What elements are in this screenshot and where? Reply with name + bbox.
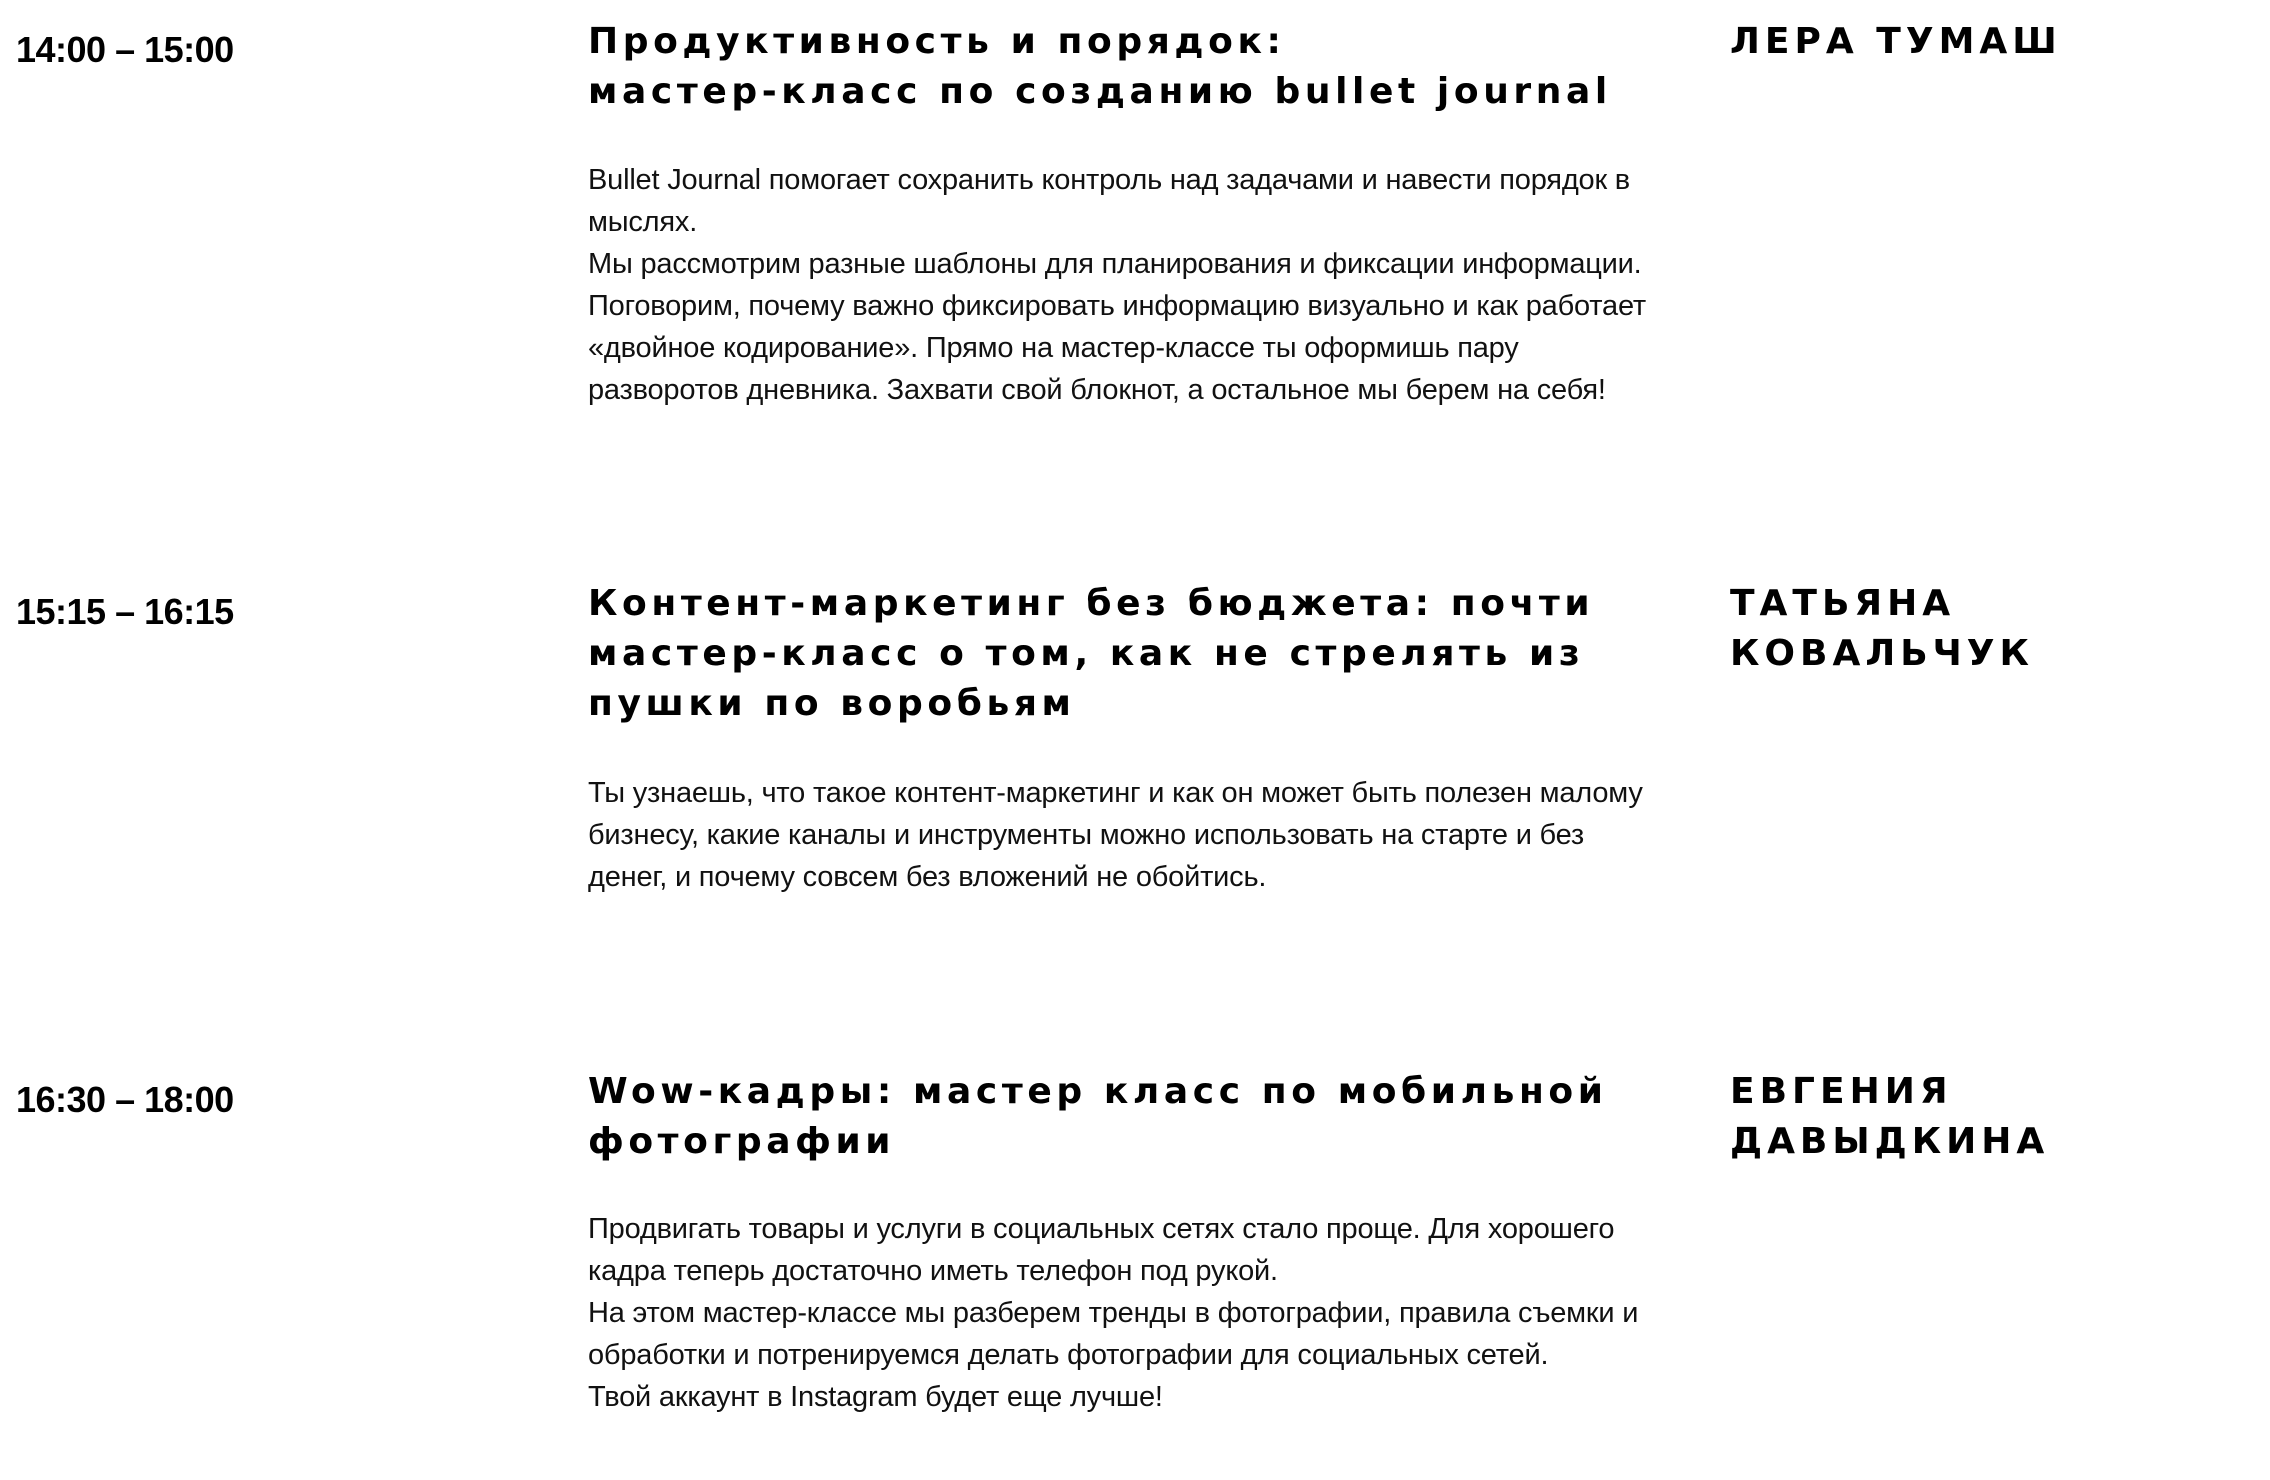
session-description: Ты узнаешь, что такое контент-маркетинг и как он может быть полезен малому бизнесу, какие каналы и инструменты можно использовать на старте и без денег, и почему совсем без вложений не обойтись. xyxy=(588,777,1643,893)
session-time: 14:00 – 15:00 xyxy=(16,29,234,70)
session-speaker: ТАТЬЯНА КОВАЛЬЧУК xyxy=(1730,583,2034,674)
session-time: 15:15 – 16:15 xyxy=(16,591,234,632)
session-description: Bullet Journal помогает сохранить контроль над задачами и навести порядок в мыслях. Мы рассмотрим разные шаблоны для планирования и фиксации информации. Поговорим, почему важно фиксировать информацию визуально и как работает «двойное кодирование». Прямо на мастер-классе ты оформишь пару разворотов дневника. Захвати свой блокнот, а остальное мы берем на себя! xyxy=(588,164,1647,406)
session-title: Продуктивность и порядок: мастер-класс по созданию bullet journal xyxy=(588,21,1612,112)
session-speaker: ЛЕРА ТУМАШ xyxy=(1730,21,2062,62)
session-title: Wow-кадры: мастер класс по мобильной фотографии xyxy=(588,1071,1608,1162)
session-description: Продвигать товары и услуги в социальных сетях стало проще. Для хорошего кадра теперь достаточно иметь телефон под рукой. На этом мастер-классе мы разберем тренды в фотографии, правила съемки и обработки и потренируемся делать фотографии для социальных сетей. Твой аккаунт в Instagram будет еще лучше! xyxy=(588,1213,1639,1413)
session-title: Контент-маркетинг без бюджета: почти мастер-класс о том, как не стрелять из пушки по воробьям xyxy=(588,583,1595,724)
session-speaker: ЕВГЕНИЯ ДАВЫДКИНА xyxy=(1730,1071,2050,1162)
session-time: 16:30 – 18:00 xyxy=(16,1079,234,1120)
